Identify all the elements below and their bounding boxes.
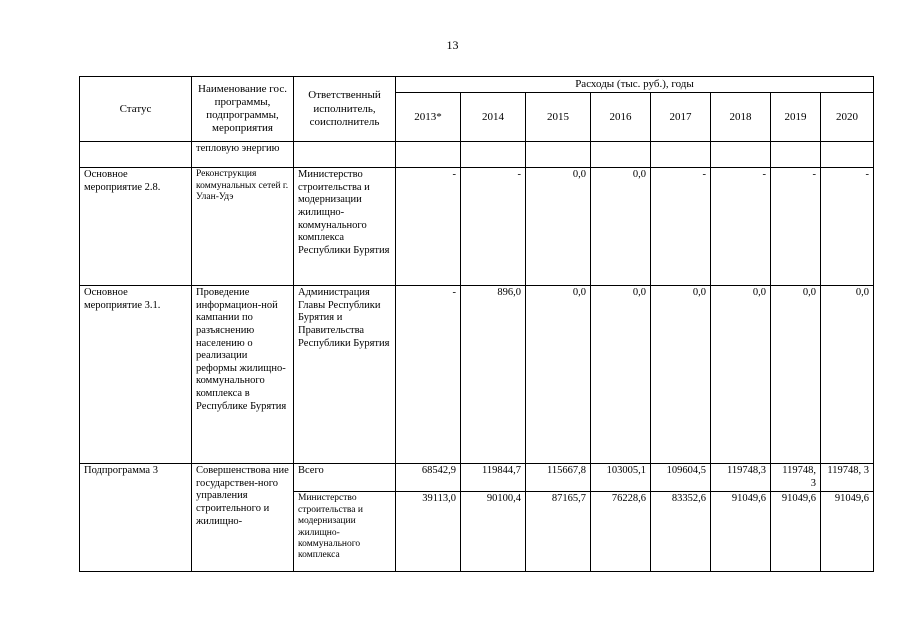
- r28-status: Основнoe мероприятие 2.8.: [80, 168, 192, 286]
- sub3-ministry-2013: 39113,0: [396, 492, 461, 572]
- sub3-total-2015: 115667,8: [526, 464, 591, 492]
- table-row-measure-3-1: [80, 286, 874, 464]
- year-2018: 2018: [711, 93, 771, 142]
- sub3-total-2016: 103005,1: [591, 464, 651, 492]
- r31-name: Проведение информацион-ной кампании по разъяснению населению о реализации реформы жилищно-коммунального комплекса в Республике Бурятия: [192, 286, 294, 464]
- r28-executor: Министерство строительства и модернизации жилищно-коммунального комплекса Республики Бурятия: [294, 168, 396, 286]
- table-row-continuation: [80, 142, 874, 168]
- sub3-ministry-2016: 76228,6: [591, 492, 651, 572]
- sub3-total-2018: 119748,3: [711, 464, 771, 492]
- budget-table: [79, 76, 874, 572]
- r31-executor: Администрация Главы Республики Бурятия и Правительства Республики Бурятия: [294, 286, 396, 464]
- r28-name: Реконструкция коммунальных сетей г. Улан-Удэ: [192, 168, 294, 286]
- header-status: Статус: [80, 77, 192, 142]
- sub3-ministry-2019: 91049,6: [771, 492, 821, 572]
- r28-value-2017: -: [651, 168, 711, 286]
- sub3-total-2014: 119844,7: [461, 464, 526, 492]
- r28-value-2020: -: [821, 168, 874, 286]
- sub3-status: Подпрограмма 3: [80, 464, 192, 572]
- r28-value-2018: -: [711, 168, 771, 286]
- r28-value-2015: 0,0: [526, 168, 591, 286]
- year-2013: 2013*: [396, 93, 461, 142]
- r31-status: Основное мероприятие 3.1.: [80, 286, 192, 464]
- sub3-ministry-2017: 83352,6: [651, 492, 711, 572]
- r28-value-2014: -: [461, 168, 526, 286]
- sub3-total-2020: 119748, 3: [821, 464, 874, 492]
- sub3-ministry-2015: 87165,7: [526, 492, 591, 572]
- r31-value-2014: 896,0: [461, 286, 526, 464]
- r31-value-2019: 0,0: [771, 286, 821, 464]
- r28-value-2013: -: [396, 168, 461, 286]
- year-2015: 2015: [526, 93, 591, 142]
- cont-name: тепловую энергию: [192, 142, 294, 168]
- page-number: 13: [446, 38, 459, 52]
- year-2016: 2016: [591, 93, 651, 142]
- sub3-total-label: Всего: [294, 464, 396, 492]
- table-row-measure-2-8: [80, 168, 874, 286]
- year-2014: 2014: [461, 93, 526, 142]
- header-expenses: Расходы (тыс. руб.), годы: [396, 77, 874, 93]
- r31-value-2018: 0,0: [711, 286, 771, 464]
- r31-value-2020: 0,0: [821, 286, 874, 464]
- year-2019: 2019: [771, 93, 821, 142]
- sub3-total-2013: 68542,9: [396, 464, 461, 492]
- r28-value-2016: 0,0: [591, 168, 651, 286]
- header-executor: Ответственный исполнитель, соисполнитель: [294, 77, 396, 142]
- sub3-ministry-2020: 91049,6: [821, 492, 874, 572]
- sub3-ministry-label: Министерство строительства и модернизации жилищно-коммунального комплекса: [294, 492, 396, 572]
- r31-value-2015: 0,0: [526, 286, 591, 464]
- r31-value-2016: 0,0: [591, 286, 651, 464]
- header-name: Наименование гос. программы, подпрограммы, мероприятия: [192, 77, 294, 142]
- sub3-total-2017: 109604,5: [651, 464, 711, 492]
- r31-value-2017: 0,0: [651, 286, 711, 464]
- cont-status: [80, 142, 192, 168]
- sub3-ministry-2018: 91049,6: [711, 492, 771, 572]
- cont-executor: [294, 142, 396, 168]
- r31-value-2013: -: [396, 286, 461, 464]
- year-2020: 2020: [821, 93, 874, 142]
- sub3-ministry-2014: 90100,4: [461, 492, 526, 572]
- table-row-subprogram-3-total: [80, 464, 874, 492]
- sub3-name: Совершенствова ние государствен-ного управления строительного и жилищно-: [192, 464, 294, 572]
- r28-value-2019: -: [771, 168, 821, 286]
- year-2017: 2017: [651, 93, 711, 142]
- sub3-total-2019: 119748, 3: [771, 464, 821, 492]
